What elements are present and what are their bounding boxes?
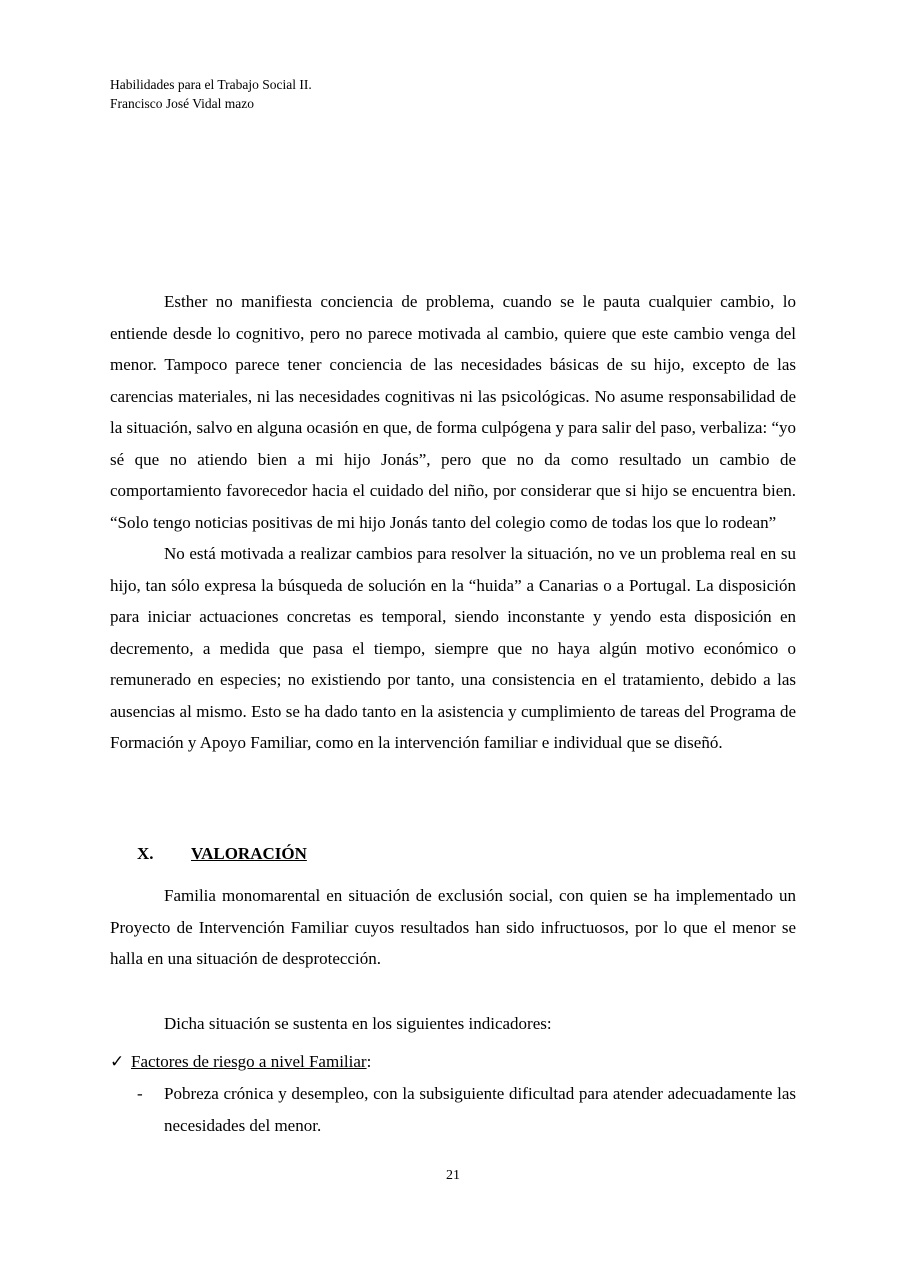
paragraph: Esther no manifiesta conciencia de problema, cuando se le pauta cualquier cambio, lo entiende desde lo cognitivo, pero no parece motivada al cambio, quiere que este cambio venga del menor. Tampoco parece tener conciencia de las necesidades básicas de su hijo, excepto de las carencias materiales, ni las necesidades cognitivas ni las psicológicas. No asume responsabilidad de la situación, salvo en alguna ocasión en que, de forma culpógena y para salir del paso, verbaliza: “yo sé que no atiendo bien a mi hijo Jonás”, pero que no da como resultado un cambio de comportamiento favorecedor hacia el cuidado del niño, por considerar que si hijo se encuentra bien. “Solo tengo noticias positivas de mi hijo Jonás tanto del colegio como de todas los que lo rodean” [110, 292, 796, 532]
page-number: 21 [446, 1168, 460, 1183]
check-list-item [110, 1046, 371, 1078]
dash-bullet: - [137, 1084, 143, 1103]
body-text [110, 286, 796, 759]
page-header [110, 75, 312, 113]
section-title: VALORACIÓN [191, 844, 307, 863]
checkmark-icon: ✓ [110, 1052, 125, 1071]
section-heading [137, 844, 307, 864]
indicators-intro: Dicha situación se sustenta en los siguientes indicadores: [164, 1014, 552, 1033]
check-item-label: Factores de riesgo a nivel Familiar [131, 1052, 367, 1071]
header-title: Habilidades para el Trabajo Social II. [110, 77, 312, 92]
paragraph: Familia monomarental en situación de exclusión social, con quien se ha implementado un Proyecto de Intervención Familiar cuyos resultados han sido infructuosos, por lo que el menor se halla en una situación de desprotección. [110, 886, 796, 968]
section-number: X. [137, 844, 154, 863]
check-item-colon: : [366, 1052, 372, 1071]
dash-list-item [137, 1078, 796, 1141]
valoracion-text [110, 880, 796, 975]
header-author: Francisco José Vidal mazo [110, 96, 255, 111]
dash-item-text: Pobreza crónica y desempleo, con la subsiguiente dificultad para atender adecuadamente las necesidades del menor. [164, 1084, 796, 1135]
paragraph: No está motivada a realizar cambios para resolver la situación, no ve un problema real en su hijo, tan sólo expresa la búsqueda de solución en la “huida” a Canarias o a Portugal. La disposición para iniciar actuaciones concretas es temporal, siendo inconstante y yendo esta disposición en decremento, a medida que pasa el tiempo, siempre que no haya algún motivo económico o remunerado en especies; no existiendo por tanto, una consistencia en el tratamiento, debido a las ausencias al mismo. Esto se ha dado tanto en la asistencia y cumplimiento de tareas del Programa de Formación y Apoyo Familiar, como en la intervención familiar e individual que se diseñó. [110, 544, 796, 752]
